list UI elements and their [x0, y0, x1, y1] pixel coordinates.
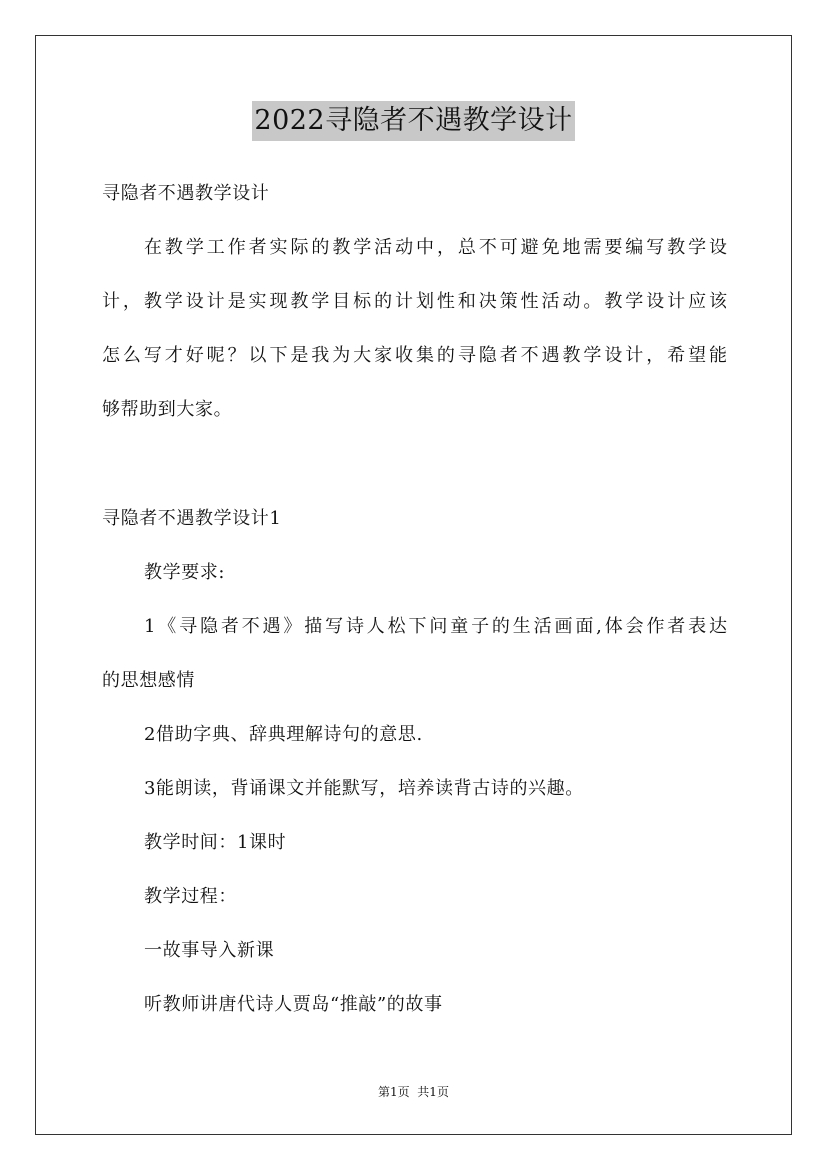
requirement-3: 3能朗读，背诵课文并能默写，培养读背古诗的兴趣。 — [144, 778, 584, 799]
title-container — [0, 101, 827, 141]
subtitle: 寻隐者不遇教学设计 — [102, 183, 270, 204]
teaching-time: 教学时间：1课时 — [144, 832, 287, 853]
document-title: 2022寻隐者不遇教学设计 — [252, 101, 574, 141]
intro-line-4: 够帮助到大家。 — [102, 399, 233, 420]
requirement-2: 2借助字典、辞典理解诗句的意思. — [144, 724, 423, 745]
section-heading: 寻隐者不遇教学设计1 — [102, 508, 282, 529]
step-1: 一故事导入新课 — [144, 940, 275, 961]
requirements-label: 教学要求: — [144, 562, 226, 583]
intro-line-2: 计，教学设计是实现教学目标的计划性和决策性活动。教学设计应该 — [102, 291, 727, 312]
requirement-1-line-2: 的思想感情 — [102, 670, 195, 691]
process-label: 教学过程： — [144, 886, 237, 907]
page-footer: 第1页 共1页 — [378, 1085, 449, 1099]
intro-line-3: 怎么写才好呢？以下是我为大家收集的寻隐者不遇教学设计，希望能 — [102, 345, 727, 366]
step-1-detail: 听教师讲唐代诗人贾岛“推敲”的故事 — [144, 994, 443, 1015]
intro-line-1: 在教学工作者实际的教学活动中，总不可避免地需要编写教学设 — [144, 237, 727, 258]
requirement-1-line-1: 1《寻隐者不遇》描写诗人松下问童子的生活画面,体会作者表达 — [144, 616, 727, 637]
